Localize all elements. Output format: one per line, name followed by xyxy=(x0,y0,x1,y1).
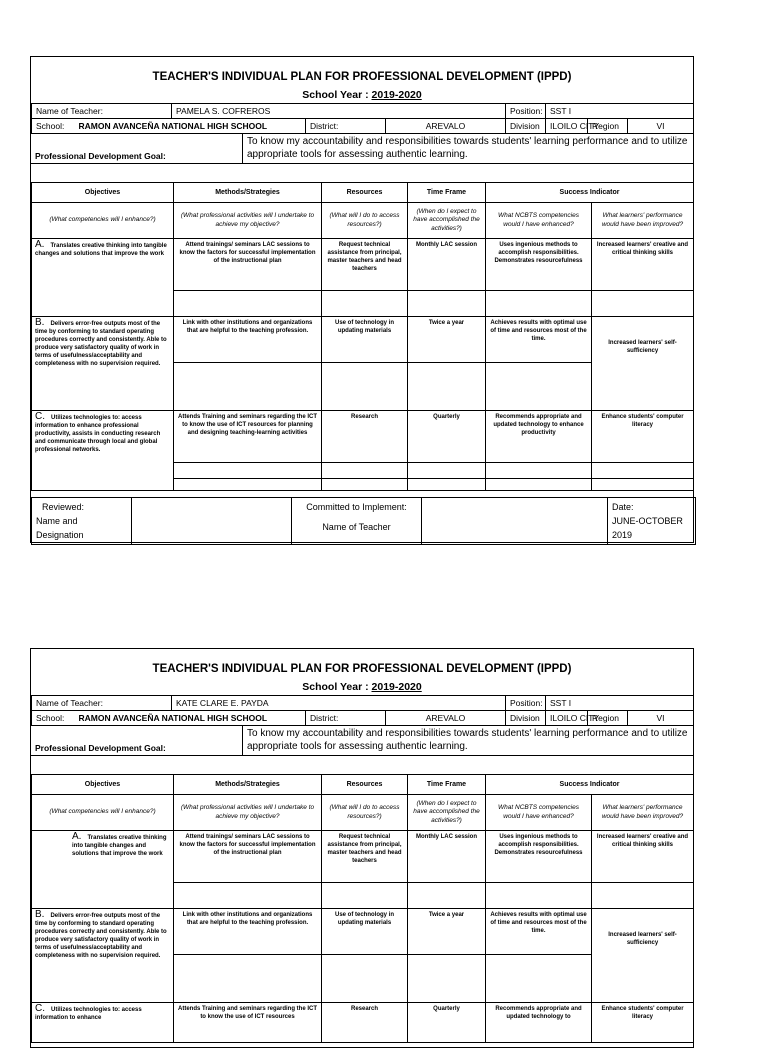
methods-header: Methods/Strategies xyxy=(174,775,322,795)
methods-subheader: (What professional activities will I undertake to achieve my objective? xyxy=(174,203,322,239)
method-b: Link with other institutions and organizations that are helpful to the teaching profession. xyxy=(174,909,322,955)
learners-a: Increased learners' creative and critical thinking skills xyxy=(592,239,694,291)
school-year-label: School Year : xyxy=(302,89,372,101)
school-cell xyxy=(32,119,306,134)
position-label: Position: xyxy=(506,104,546,119)
goal-label: Professional Development Goal: xyxy=(31,134,243,163)
timeframe-header: Time Frame xyxy=(408,183,486,203)
position-value: SST I xyxy=(546,104,694,119)
district-value: AREVALO xyxy=(386,711,506,726)
resource-b: Use of technology in updating materials xyxy=(322,317,408,363)
school-name: RAMON AVANCEÑA NATIONAL HIGH SCHOOL xyxy=(78,121,268,131)
objective-text: Delivers error-free outputs most of the time by conforming to standard operating procedures correctly and consistently. Able to produce very satisfactory quality of work in terms of usefulness/acceptability and completeness with no supervision required. xyxy=(35,321,167,367)
resource-a: Request technical assistance from principal, master teachers and head teachers xyxy=(322,239,408,291)
division-value: ILOILO CITY xyxy=(546,119,588,134)
school-year-value: 2019-2020 xyxy=(371,681,422,693)
name-designation-label: Name and Designation xyxy=(36,516,84,540)
goal-label: Professional Development Goal: xyxy=(31,726,243,755)
ncbts-subheader: What NCBTS competencies would I have enhanced? xyxy=(486,795,592,831)
committed-label: Committed to Implement: xyxy=(306,502,407,512)
objective-c xyxy=(32,1003,174,1043)
reviewed-cell xyxy=(32,498,132,545)
region-value: VI xyxy=(628,119,694,134)
objectives-subheader: (What competencies will I enhance?) xyxy=(32,795,174,831)
objective-text: Utilizes technologies to: access information to enhance xyxy=(35,1007,142,1021)
ncbts-b: Achieves results with optimal use of time and resources most of the time. xyxy=(486,317,592,363)
position-label: Position: xyxy=(506,696,546,711)
objective-a xyxy=(32,239,174,317)
ncbts-a: Uses ingenious methods to accomplish responsibilities. Demonstrates resourcefulness xyxy=(486,831,592,883)
learners-subheader: What learners' performance would have been improved? xyxy=(592,795,694,831)
school-name: RAMON AVANCEÑA NATIONAL HIGH SCHOOL xyxy=(78,713,268,723)
teacher-name: PAMELA S. COFREROS xyxy=(172,104,506,119)
success-header: Success Indicator xyxy=(486,183,694,203)
goal-text: To know my accountability and responsibilities towards students' learning performance and to utilize appropriate tools for assessing authentic learning. xyxy=(247,728,688,752)
objective-text: Utilizes technologies to: access information to enhance professional productivity, assists in conducting research and communicate through local and global professional networks. xyxy=(35,415,161,453)
method-c: Attends Training and seminars regarding the ICT to know the use of ICT resources for planning and designing teaching-learning activities xyxy=(174,411,322,463)
school-year xyxy=(31,87,693,103)
objective-letter: C. xyxy=(35,411,45,422)
signature-table xyxy=(31,497,696,545)
timeframe-subheader: (When do I expect to have accomplished the activities?) xyxy=(408,203,486,239)
resources-subheader: (What will I do to access resources?) xyxy=(322,795,408,831)
name-label: Name of Teacher: xyxy=(32,104,172,119)
ippd-form-2 xyxy=(30,648,694,1048)
resource-c: Research xyxy=(322,411,408,463)
goal-text: To know my accountability and responsibilities towards students' learning performance and to utilize appropriate tools for assessing authentic learning. xyxy=(247,136,688,160)
position-value: SST I xyxy=(546,696,694,711)
committed-signature xyxy=(422,498,608,545)
methods-header: Methods/Strategies xyxy=(174,183,322,203)
ncbts-subheader: What NCBTS competencies would I have enhanced? xyxy=(486,203,592,239)
objective-text: Delivers error-free outputs most of the time by conforming to standard operating procedures correctly and consistently. Able to produce very satisfactory quality of work in terms of usefulness/acceptability and completeness with no supervision required. xyxy=(35,913,167,959)
objective-text: Translates creative thinking into tangible changes and solutions that improve the work xyxy=(35,243,167,257)
reviewed-label: Reviewed: xyxy=(42,502,85,512)
method-c: Attends Training and seminars regarding the ICT to know the use of ICT resources xyxy=(174,1003,322,1043)
committed-cell xyxy=(292,498,422,545)
success-header: Success Indicator xyxy=(486,775,694,795)
form-title: TEACHER'S INDIVIDUAL PLAN FOR PROFESSIONAL DEVELOPMENT (IPPD) xyxy=(152,71,572,83)
objective-letter: B. xyxy=(35,317,45,328)
division-label: Division xyxy=(506,711,546,726)
resources-header: Resources xyxy=(322,775,408,795)
resource-b: Use of technology in updating materials xyxy=(322,909,408,955)
resource-a: Request technical assistance from principal, master teachers and head teachers xyxy=(322,831,408,883)
objective-c xyxy=(32,411,174,491)
objectives-header: Objectives xyxy=(32,183,174,203)
date-cell xyxy=(608,498,696,545)
school-year-label: School Year : xyxy=(302,681,372,693)
teacher-name: KATE CLARE E. PAYDA xyxy=(172,696,506,711)
date-value: JUNE-OCTOBER 2019 xyxy=(612,516,683,540)
school-label: School: xyxy=(36,713,65,723)
name-label: Name of Teacher: xyxy=(32,696,172,711)
time-b: Twice a year xyxy=(408,317,486,363)
objectives-header: Objectives xyxy=(32,775,174,795)
learners-b: Increased learners' self-sufficiency xyxy=(592,317,694,411)
objective-letter: B. xyxy=(35,909,45,920)
region-value: VI xyxy=(628,711,694,726)
objective-letter: C. xyxy=(35,1003,45,1014)
learners-subheader: What learners' performance would have been improved? xyxy=(592,203,694,239)
objective-a xyxy=(32,831,174,909)
district-label: District: xyxy=(306,711,386,726)
time-a: Monthly LAC session xyxy=(408,239,486,291)
method-a: Attend trainings/ seminars LAC sessions to know the factors for successful implementation of the instructional plan xyxy=(174,239,322,291)
timeframe-header: Time Frame xyxy=(408,775,486,795)
objective-letter: A. xyxy=(72,831,82,842)
district-value: AREVALO xyxy=(386,119,506,134)
ncbts-b: Achieves results with optimal use of time and resources most of the time. xyxy=(486,909,592,955)
teacher-info-table xyxy=(31,695,694,726)
plan-table xyxy=(31,182,694,491)
learners-b: Increased learners' self-sufficiency xyxy=(592,909,694,1003)
learners-c: Enhance students' computer literacy xyxy=(592,1003,694,1043)
objective-text: Translates creative thinking into tangible changes and solutions that improve the work xyxy=(72,835,167,857)
teacher-name-label: Name of Teacher xyxy=(322,522,391,532)
resource-c: Research xyxy=(322,1003,408,1043)
school-label: School: xyxy=(36,121,65,131)
time-c: Quarterly xyxy=(408,411,486,463)
division-value: ILOILO CITY xyxy=(546,711,588,726)
objective-letter: A. xyxy=(35,239,45,250)
school-year-value: 2019-2020 xyxy=(371,89,422,101)
region-label: Region xyxy=(588,119,628,134)
region-label: Region xyxy=(588,711,628,726)
resources-header: Resources xyxy=(322,183,408,203)
district-label: District: xyxy=(306,119,386,134)
goal-row xyxy=(31,726,693,756)
objective-b xyxy=(32,909,174,1003)
ncbts-a: Uses ingenious methods to accomplish responsibilities. Demonstrates resourcefulness xyxy=(486,239,592,291)
goal-row xyxy=(31,134,693,164)
objectives-subheader: (What competencies will I enhance?) xyxy=(32,203,174,239)
plan-table xyxy=(31,774,694,1043)
school-year xyxy=(31,679,693,695)
methods-subheader: (What professional activities will I undertake to achieve my objective? xyxy=(174,795,322,831)
objective-b xyxy=(32,317,174,411)
teacher-info-table xyxy=(31,103,694,134)
method-b: Link with other institutions and organizations that are helpful to the teaching profession. xyxy=(174,317,322,363)
time-c: Quarterly xyxy=(408,1003,486,1043)
time-b: Twice a year xyxy=(408,909,486,955)
learners-c: Enhance students' computer literacy xyxy=(592,411,694,463)
ncbts-c: Recommends appropriate and updated technology to enhance productivity xyxy=(486,411,592,463)
resources-subheader: (What will I do to access resources?) xyxy=(322,203,408,239)
ncbts-c: Recommends appropriate and updated technology to xyxy=(486,1003,592,1043)
form-title: TEACHER'S INDIVIDUAL PLAN FOR PROFESSIONAL DEVELOPMENT (IPPD) xyxy=(152,663,572,675)
method-a: Attend trainings/ seminars LAC sessions to know the factors for successful implementation of the instructional plan xyxy=(174,831,322,883)
date-label: Date: xyxy=(612,502,634,512)
time-a: Monthly LAC session xyxy=(408,831,486,883)
learners-a: Increased learners' creative and critical thinking skills xyxy=(592,831,694,883)
timeframe-subheader: (When do I expect to have accomplished the activities?) xyxy=(408,795,486,831)
division-label: Division xyxy=(506,119,546,134)
school-cell xyxy=(32,711,306,726)
ippd-form-1 xyxy=(30,56,694,543)
reviewed-signature xyxy=(132,498,292,545)
